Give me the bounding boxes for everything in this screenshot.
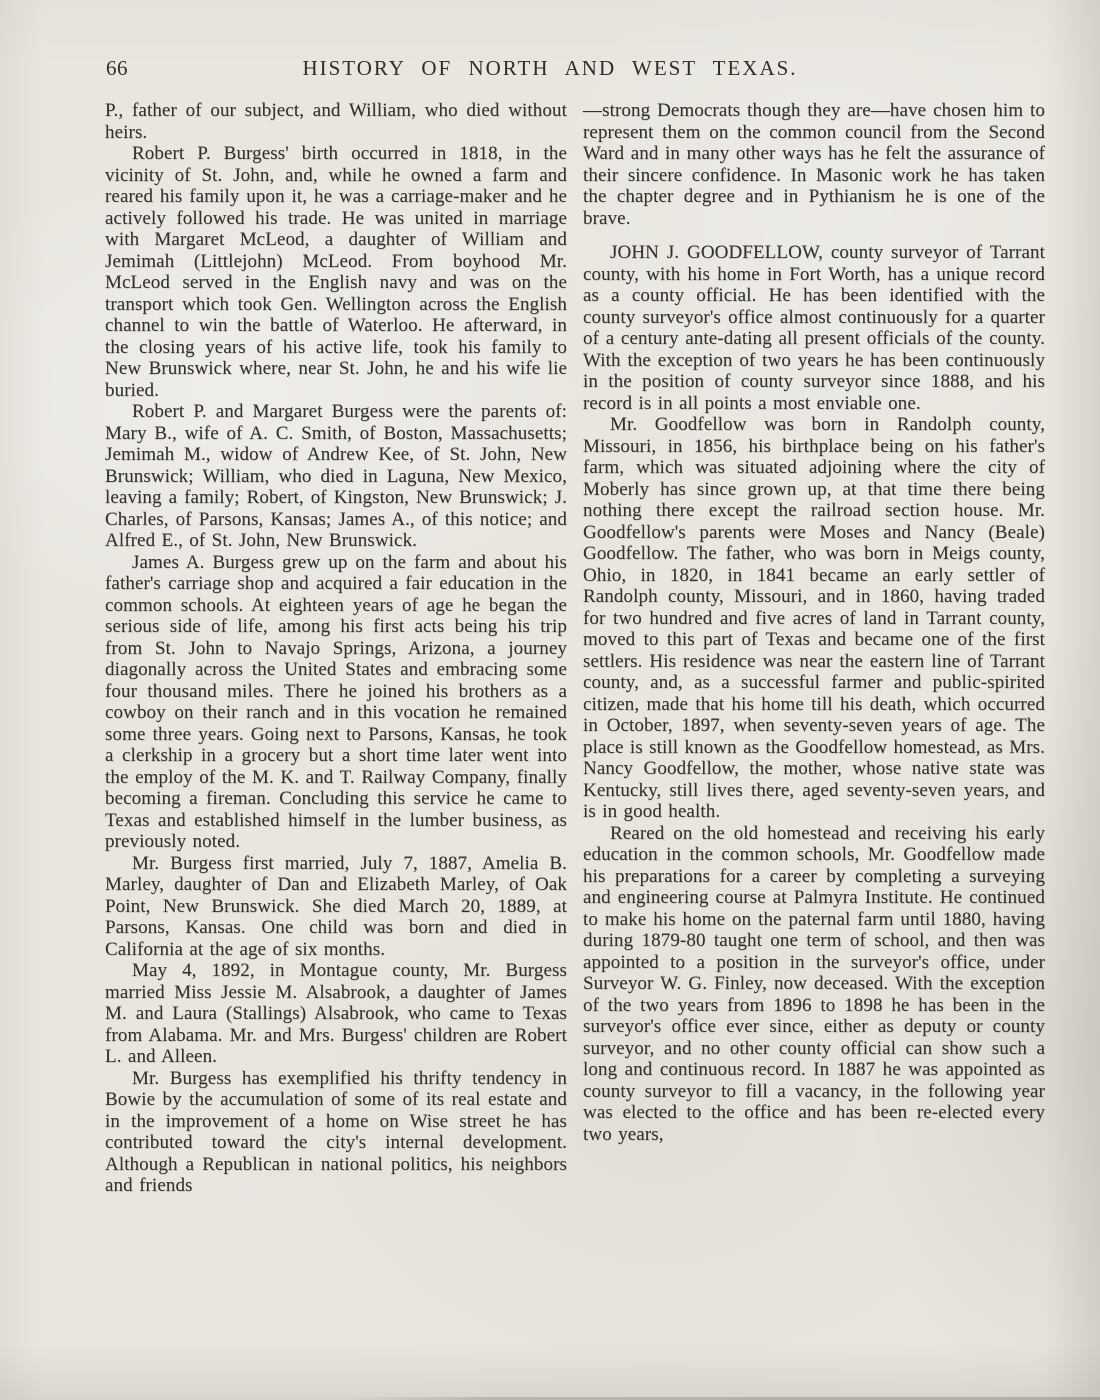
running-title: HISTORY OF NORTH AND WEST TEXAS.: [302, 56, 798, 80]
right-column: [583, 100, 1045, 1197]
paragraph: Mr. Burgess has exemplified his thrifty tendency in Bowie by the accumulation of some of its real estate and in the improvement of a home on Wise street he has contributed toward the city's internal development. Although a Republican in national politics, his neighbors and friends: [105, 1067, 567, 1196]
page-number: 66: [106, 56, 128, 80]
paragraph: Robert P. and Margaret Burgess were the parents of: Mary B., wife of A. C. Smith, of Boston, Massachusetts; Jemimah M., widow of Andrew Kee, of St. John, New Brunswick; William, who died in Laguna, New Mexico, leaving a family; Robert, of Kingston, New Brunswick; J. Charles, of Parsons, Kansas; James A., of this notice; and Alfred E., of St. John, New Brunswick.: [105, 401, 567, 551]
paragraph: May 4, 1892, in Montague county, Mr. Burgess married Miss Jessie M. Alsabrook, a daughter of James M. and Laura (Stallings) Alsabrook, who came to Texas from Alabama. Mr. and Mrs. Burgess' children are Robert L. and Alleen.: [105, 960, 567, 1067]
left-column: [105, 100, 567, 1197]
paragraph: Reared on the old homestead and receiving his early education in the common schools, Mr. Goodfellow made his preparations for a career by completing a surveying and engineering course at Palmyra Institute. He continued to make his home on the paternal farm until 1880, having during 1879-80 taught one term of school, and then was appointed to a position in the surveyor's office, under Surveyor W. G. Finley, now deceased. With the exception of the two years from 1896 to 1898 he has been in the surveyor's office ever since, either as deputy or county surveyor, and no other county official can show such a long and continuous record. In 1887 he was appointed as county surveyor to fill a vacancy, in the following year was elected to the office and has been re-elected every two years,: [583, 822, 1045, 1145]
paragraph: JOHN J. GOODFELLOW, county surveyor of Tarrant county, with his home in Fort Worth, has a unique record as a county official. He has been identified with the county surveyor's office almost continuously for a quarter of a century ante-dating all present officials of the county. With the exception of two years he has been continuously in the position of county surveyor since 1888, and his record is in all points a most enviable one.: [583, 242, 1045, 414]
paragraph: Mr. Burgess first married, July 7, 1887, Amelia B. Marley, daughter of Dan and Elizabeth Marley, of Oak Point, New Brunswick. She died March 20, 1889, at Parsons, Kansas. One child was born and died in California at the age of six months.: [105, 852, 567, 960]
paragraph: James A. Burgess grew up on the farm and about his father's carriage shop and acquired a fair education in the common schools. At eighteen years of age he began the serious side of life, among his first acts being his trip from St. John to Navajo Springs, Arizona, a journey diagonally across the United States and embracing some four thousand miles. There he joined his brothers as a cowboy on their ranch and in this vocation he remained some three years. Going next to Parsons, Kansas, he took a clerkship in a grocery but a short time later went into the employ of the M. K. and T. Railway Company, finally becoming a fireman. Concluding this service he came to Texas and established himself in the lumber business, as previously noted.: [105, 551, 567, 852]
page-header: [0, 0, 1100, 100]
paragraph: Mr. Goodfellow was born in Randolph county, Missouri, in 1856, his birthplace being on his father's farm, which was situated adjoining where the city of Moberly has since grown up, at that time there being nothing there except the railroad section house. Mr. Goodfellow's parents were Moses and Nancy (Beale) Goodfellow. The father, who was born in Meigs county, Ohio, in 1820, in 1841 became an early settler of Randolph county, Missouri, and in 1860, having traded for two hundred and five acres of land in Tarrant county, moved to this part of Texas and became one of the first settlers. His residence was near the eastern line of Tarrant county, and, as a successful farmer and public-spirited citizen, made that his home till his death, which occurred in October, 1897, when seventy-seven years of age. The place is still known as the Goodfellow homestead, as Mrs. Nancy Goodfellow, the mother, whose native state was Kentucky, still lives there, aged seventy-seven years, and is in good health.: [583, 414, 1045, 822]
paragraph: P., father of our subject, and William, who died without heirs.: [105, 100, 567, 143]
paragraph: —strong Democrats though they are—have chosen him to represent them on the common council from the Second Ward and in many other ways has he felt the assurance of their sincere confidence. In Masonic work he has taken the chapter degree and in Pythianism he is one of the brave.: [583, 100, 1045, 229]
text-columns: [0, 100, 1100, 1197]
paragraph: Robert P. Burgess' birth occurred in 1818, in the vicinity of St. John, and, while he owned a farm and reared his family upon it, he was a carriage-maker and he actively followed his trade. He was united in marriage with Margaret McLeod, a daughter of William and Jemimah (Littlejohn) McLeod. From boyhood Mr. McLeod served in the English navy and was on the transport which took Gen. Wellington across the English channel to win the battle of Waterloo. He afterward, in the closing years of his active life, took his family to New Brunswick where, near St. John, he and his wife lie buried.: [105, 143, 567, 401]
